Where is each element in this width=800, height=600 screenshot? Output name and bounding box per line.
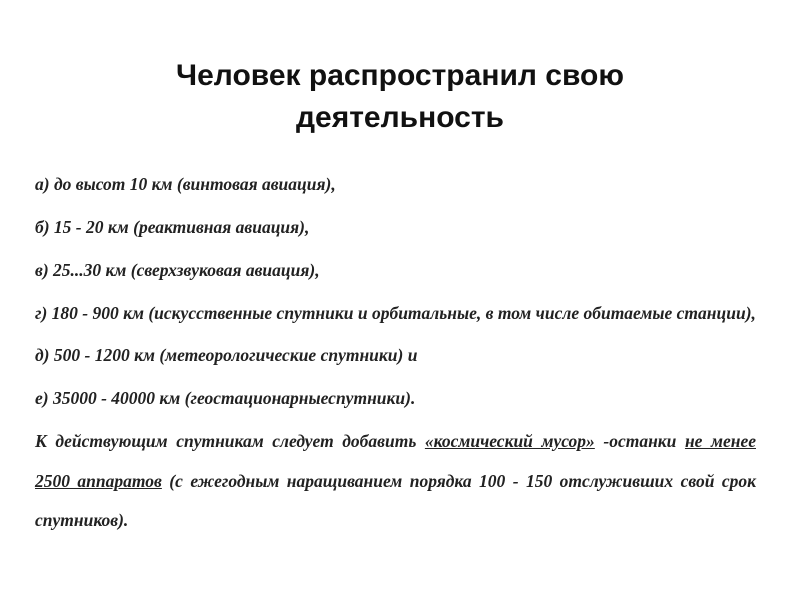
slide-title-line-1: Человек распространил свою (176, 59, 624, 92)
list-item-altitude-c: в) 25...30 км (сверхзвуковая авиация), (35, 260, 320, 280)
slide-title (100, 55, 700, 139)
slide-body (35, 163, 756, 541)
list-item-altitude-b: б) 15 - 20 км (реактивная авиация), (35, 217, 310, 237)
apparatus-count-link[interactable]: не менее 2500 аппаратов (35, 431, 756, 491)
list-item-altitude-f: е) 35000 - 40000 км (геостационарныеспутники). (35, 388, 416, 408)
note-text-1: К действующим спутникам следует добавить (35, 431, 425, 451)
note-paragraph (35, 422, 756, 541)
space-debris-link[interactable]: «космический мусор» (424, 431, 595, 451)
slide-title-line-2: деятельность (296, 101, 504, 134)
list-item-altitude-d: г) 180 - 900 км (искусственные спутники и орбитальные, в том числе обитаемые станции), (35, 303, 756, 323)
list-item-altitude-e: д) 500 - 1200 км (метеорологические спутники) и (35, 345, 418, 365)
note-text-2: -останки (594, 431, 685, 451)
note-text-3: (с ежегодным наращиванием порядка 100 - 150 отслуживших свой срок спутников). (35, 470, 757, 530)
list-item-altitude-a: а) до высот 10 км (винтовая авиация), (35, 174, 336, 194)
